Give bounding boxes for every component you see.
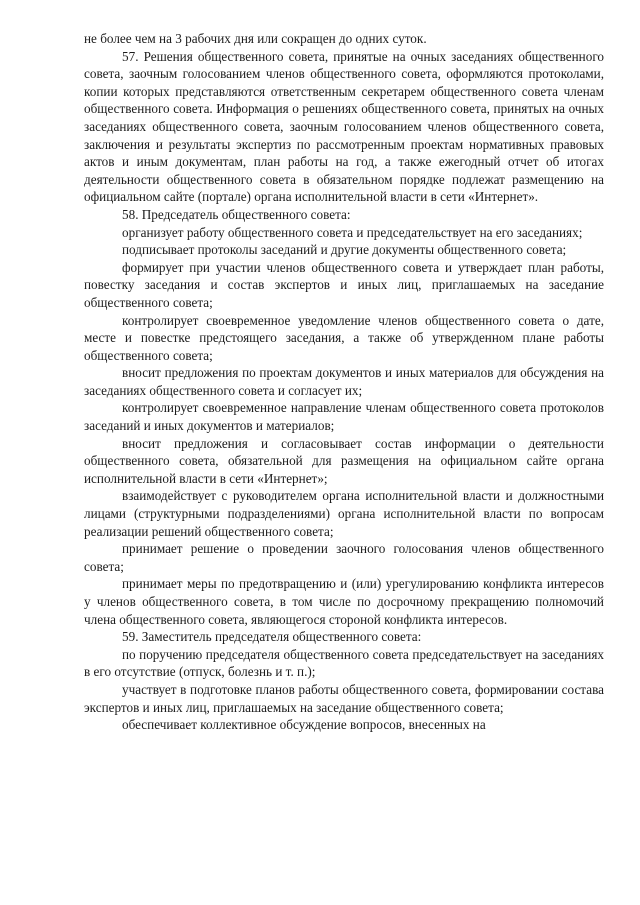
deputy-duty-planning: участвует в подготовке планов работы общественного совета, формировании состава экспертов и иных лиц, приглашаемых на заседание общественного совета; bbox=[84, 681, 604, 715]
paragraph-item-59-heading: 59. Заместитель председателя общественного совета: bbox=[122, 629, 422, 645]
chairman-duty-proposals: вносит предложения по проектам документов и иных материалов для обсуждения на заседаниях общественного совета и согласует их; bbox=[84, 365, 604, 398]
paragraph-item-58-heading: 58. Председатель общественного совета: bbox=[122, 206, 351, 222]
chairman-duty-information: вносит предложения и согласовывает состав информации о деятельности общественного совета, обязательной для размещения на официальном сайте органа исполнительной власти в сети «Интернет»; bbox=[84, 435, 604, 486]
chairman-duty-interaction: взаимодействует с руководителем органа исполнительной власти и должностными лицами (структурными подразделениями) органа исполнительной власти по вопросам реализации решений общественного совета; bbox=[84, 488, 604, 539]
chairman-duty-plan: формирует при участии членов общественного совета и утверждает план работы, повестку заседания и состав экспертов и иных лиц, приглашаемых на заседание общественного совета; bbox=[84, 259, 604, 310]
paragraph-item-57: 57. Решения общественного совета, принятые на очных заседаниях общественного совета, заочным голосованием членов общественного совета, оформляются протоколами, копии которых представляются ответственным секретарем общественного совета членам общественного совета. Информация о решениях общественного совета, принятых на очных заседаниях общественного совета, заочным голосованием членов общественного совета, заключения и результаты экспертиз по рассмотренным проектам нормативных правовых актов и иным документам, план работы на год, а также ежегодный отчет об итогах деятельности общественного совета в обязательном порядке подлежат размещению на официальном сайте (портале) органа исполнительной власти в сети «Интернет». bbox=[84, 48, 604, 205]
deputy-duty-preside: по поручению председателя общественного совета председательствует на заседаниях в его отсутствие (отпуск, болезнь и т. п.); bbox=[84, 646, 604, 680]
deputy-duty-discussion: обеспечивает коллективное обсуждение вопросов, внесенных на bbox=[122, 717, 486, 733]
paragraph-continuation: не более чем на 3 рабочих дня или сокращен до одних суток. bbox=[84, 31, 427, 46]
chairman-duty-voting: принимает решение о проведении заочного голосования членов общественного совета; bbox=[84, 541, 604, 574]
chairman-duty-organize: организует работу общественного совета и председательствует на его заседаниях; bbox=[122, 224, 583, 240]
chairman-duty-notify: контролирует своевременное уведомление членов общественного совета о дате, месте и повестке предстоящего заседания, а также об утвержденном плане работы общественного совета; bbox=[84, 312, 604, 363]
chairman-duty-protocols: контролирует своевременное направление членам общественного совета протоколов заседаний и иных документов и материалов; bbox=[84, 400, 604, 434]
chairman-duty-conflict: принимает меры по предотвращению и (или) урегулированию конфликта интересов у членов общественного совета, в том числе по досрочному прекращению полномочий члена общественного совета, являющегося стороной конфликта интересов. bbox=[84, 576, 604, 627]
chairman-duty-sign: подписывает протоколы заседаний и другие документы общественного совета; bbox=[122, 242, 567, 258]
